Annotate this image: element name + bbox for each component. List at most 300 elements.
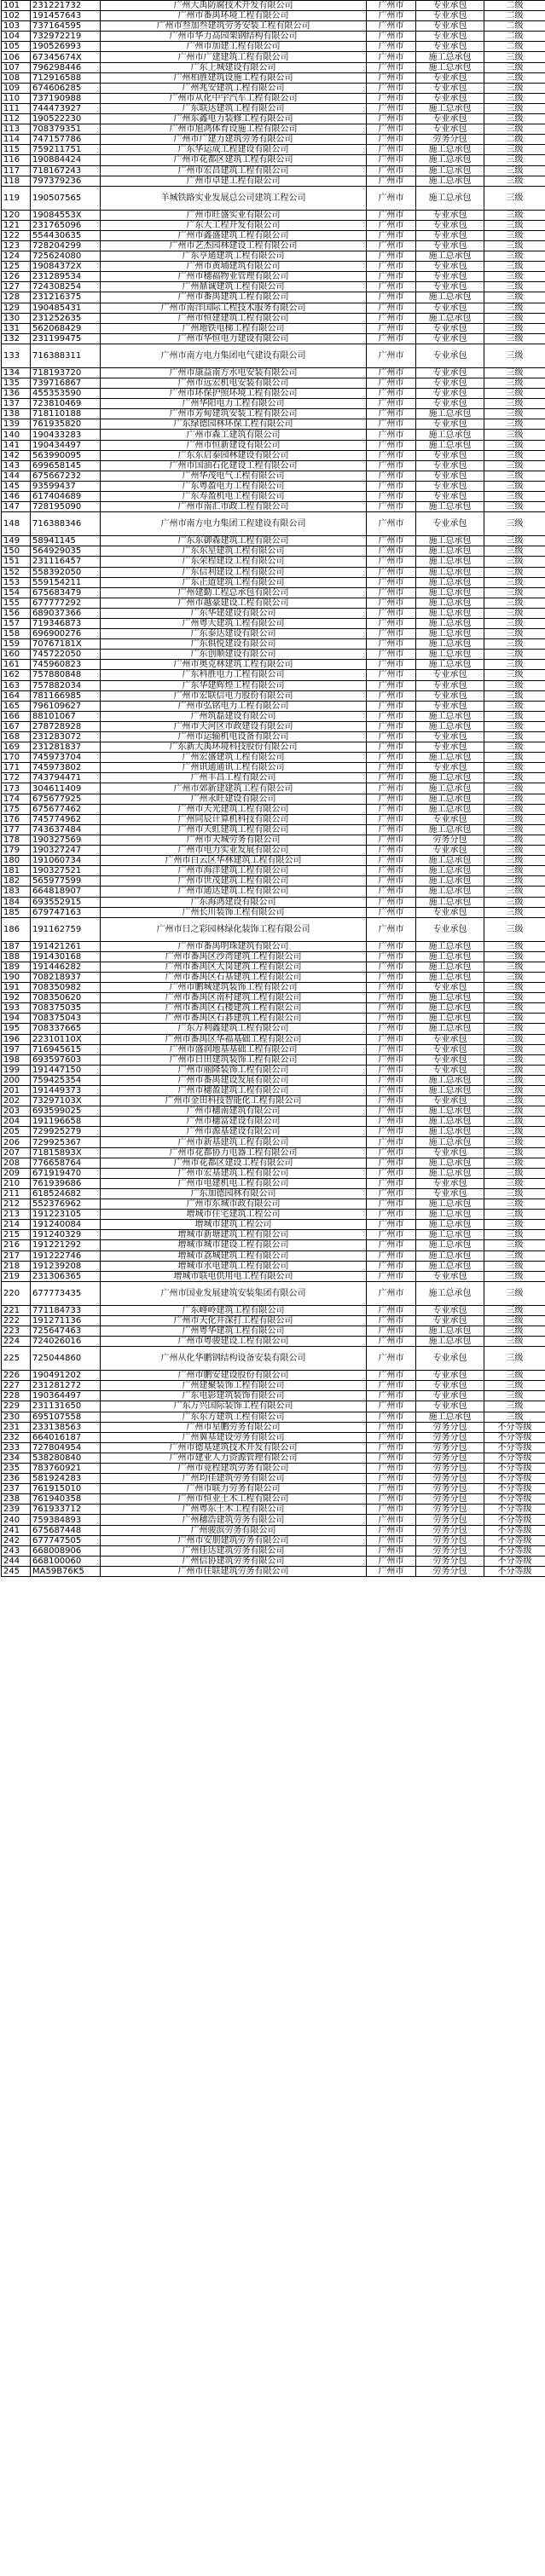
- org-code: 745774962: [31, 814, 101, 824]
- qualification-grade: 二级: [484, 1, 545, 11]
- row-number: 114: [2, 135, 31, 145]
- row-number: 162: [2, 670, 31, 680]
- qualification-type: 专业承包: [416, 220, 484, 230]
- table-row: [2, 846, 545, 856]
- qualification-type: 施工总承包: [416, 1281, 484, 1305]
- qualification-type: 施工总承包: [416, 176, 484, 186]
- company-name: 广州市南洋国际工程技术服务有限公司: [101, 303, 367, 313]
- company-name: 增城市城市建设工程有限公司: [101, 1240, 367, 1250]
- org-code: 729925367: [31, 1137, 101, 1147]
- company-name: 广州筑磊建设有限公司: [101, 711, 367, 721]
- table-row: [2, 983, 545, 993]
- qualification-grade: 三级: [484, 1391, 545, 1401]
- city: 广州市: [367, 680, 416, 690]
- city: 广州市: [367, 753, 416, 763]
- company-name: 广州市粤骏建设工程有限公司: [101, 1337, 367, 1347]
- qualification-grade: 三级: [484, 951, 545, 962]
- qualification-type: 施工总承包: [416, 650, 484, 660]
- qualification-grade: 二级: [484, 135, 545, 145]
- city: 广州市: [367, 1422, 416, 1432]
- qualification-type: 施工总承包: [416, 773, 484, 783]
- city: 广州市: [367, 1464, 416, 1474]
- row-number: 109: [2, 83, 31, 93]
- org-code: 757880848: [31, 670, 101, 680]
- row-number: 161: [2, 660, 31, 670]
- org-code: 708218937: [31, 972, 101, 982]
- org-code: 58941145: [31, 536, 101, 546]
- org-code: 675667232: [31, 471, 101, 481]
- city: 广州市: [367, 1494, 416, 1505]
- row-number: 236: [2, 1474, 31, 1484]
- company-name: 增城市新塘建筑工程有限公司: [101, 1230, 367, 1240]
- row-number: 106: [2, 52, 31, 62]
- qualification-grade: 三级: [484, 450, 545, 460]
- qualification-type: 施工总承包: [416, 629, 484, 639]
- row-number: 102: [2, 11, 31, 21]
- company-name: 广州市番禺区大岗建筑工程有限公司: [101, 962, 367, 972]
- company-name: 广州市番禺环境工程有限公司: [101, 11, 367, 21]
- table-row: [2, 951, 545, 962]
- qualification-type: 施工总承包: [416, 1117, 484, 1127]
- org-code: 745973802: [31, 763, 101, 773]
- company-name: 广州市番禺建筑工程有限公司: [101, 292, 367, 303]
- city: 广州市: [367, 145, 416, 155]
- row-number: 164: [2, 690, 31, 701]
- table-row: [2, 721, 545, 731]
- qualification-type: 施工总承包: [416, 155, 484, 165]
- row-number: 205: [2, 1127, 31, 1137]
- city: 广州市: [367, 52, 416, 62]
- row-number: 194: [2, 1014, 31, 1024]
- table-row: [2, 292, 545, 303]
- qualification-grade: 三级: [484, 1168, 545, 1178]
- org-code: 716388346: [31, 512, 101, 536]
- qualification-grade: 三级: [484, 1137, 545, 1147]
- city: 广州市: [367, 282, 416, 292]
- qualification-grade: 三级: [484, 344, 545, 367]
- qualification-type: 专业承包: [416, 450, 484, 460]
- company-name: 广东俱悦建设有限公司: [101, 639, 367, 650]
- row-number: 211: [2, 1188, 31, 1198]
- table-row: [2, 1432, 545, 1442]
- table-row: [2, 557, 545, 567]
- table-row: [2, 471, 545, 481]
- company-name: 广州市联力劳务有限公司: [101, 1484, 367, 1494]
- company-name: 广州市恒建建筑工程有限公司: [101, 313, 367, 323]
- org-code: 233138563: [31, 1422, 101, 1432]
- row-number: 148: [2, 512, 31, 536]
- qualification-type: 施工总承包: [416, 824, 484, 835]
- city: 广州市: [367, 1137, 416, 1147]
- org-code: 190507565: [31, 186, 101, 210]
- qualification-type: 施工总承包: [416, 1003, 484, 1014]
- qualification-grade: 不分等级: [484, 1422, 545, 1432]
- org-code: 677777292: [31, 598, 101, 608]
- row-number: 113: [2, 124, 31, 135]
- qualification-type: 施工总承包: [416, 897, 484, 907]
- org-code: 19084553X: [31, 210, 101, 220]
- qualification-grade: 三级: [484, 114, 545, 124]
- company-name: 广东上城建设有限公司: [101, 62, 367, 72]
- row-number: 169: [2, 742, 31, 753]
- row-number: 239: [2, 1505, 31, 1515]
- qualification-type: 专业承包: [416, 1391, 484, 1401]
- org-code: 675677462: [31, 804, 101, 814]
- org-code: 783760921: [31, 1464, 101, 1474]
- qualification-grade: 三级: [484, 1230, 545, 1240]
- city: 广州市: [367, 763, 416, 773]
- company-name: 广州市穗盈建筑工程有限公司: [101, 1086, 367, 1096]
- qualification-type: 劳务分包: [416, 1484, 484, 1494]
- table-row: [2, 450, 545, 460]
- table-row: [2, 1326, 545, 1336]
- qualification-grade: 三级: [484, 742, 545, 753]
- city: 广州市: [367, 1240, 416, 1250]
- org-code: 675677925: [31, 794, 101, 804]
- table-row: [2, 1034, 545, 1044]
- org-code: 718193720: [31, 367, 101, 378]
- company-name: 广州穗浩建筑劳务有限公司: [101, 1515, 367, 1525]
- org-code: 190327521: [31, 866, 101, 876]
- qualification-type: 专业承包: [416, 399, 484, 409]
- org-code: 558392050: [31, 567, 101, 577]
- city: 广州市: [367, 292, 416, 303]
- row-number: 208: [2, 1158, 31, 1168]
- city: 广州市: [367, 1199, 416, 1210]
- qualification-grade: 三级: [484, 1250, 545, 1261]
- city: 广州市: [367, 303, 416, 313]
- company-name: 广州市旭鸿体育设施工程有限公司: [101, 124, 367, 135]
- company-name: 广州市森工建筑有限公司: [101, 430, 367, 440]
- row-number: 215: [2, 1230, 31, 1240]
- city: 广州市: [367, 450, 416, 460]
- table-row: [2, 210, 545, 220]
- qualification-type: 施工总承包: [416, 856, 484, 866]
- city: 广州市: [367, 721, 416, 731]
- qualification-type: 施工总承包: [416, 962, 484, 972]
- org-code: 538280840: [31, 1453, 101, 1463]
- company-name: 广州市奥克林建筑工程有限公司: [101, 660, 367, 670]
- qualification-grade: 三级: [484, 876, 545, 887]
- row-number: 105: [2, 42, 31, 52]
- qualification-grade: 三级: [484, 962, 545, 972]
- company-name: 广州市宏联信电力股份有限公司: [101, 690, 367, 701]
- table-row: [2, 577, 545, 587]
- org-code: 190884424: [31, 155, 101, 165]
- row-number: 227: [2, 1381, 31, 1391]
- table-row: [2, 186, 545, 210]
- table-row: [2, 629, 545, 639]
- qualification-type: 专业承包: [416, 282, 484, 292]
- company-name: 广州市天光建筑工程有限公司: [101, 804, 367, 814]
- table-row: [2, 272, 545, 282]
- org-code: 93599437: [31, 481, 101, 491]
- qualification-type: 专业承包: [416, 1188, 484, 1198]
- company-name: 广州市天虹建筑工程有限公司: [101, 824, 367, 835]
- company-name: 广州市穗富建设有限公司: [101, 1117, 367, 1127]
- row-number: 160: [2, 650, 31, 660]
- org-code: 19084372X: [31, 262, 101, 272]
- org-code: 675683479: [31, 587, 101, 598]
- company-name: 广东华建辉煌工程有限公司: [101, 680, 367, 690]
- company-name: 广东万兴国际装饰工程有限公司: [101, 1401, 367, 1412]
- qualification-type: 施工总承包: [416, 292, 484, 303]
- company-name: 广州粤东土木工程有限公司: [101, 1505, 367, 1515]
- table-row: [2, 1453, 545, 1463]
- city: 广州市: [367, 1271, 416, 1281]
- org-code: 191162759: [31, 917, 101, 941]
- qualification-grade: 三级: [484, 165, 545, 176]
- company-name: 广东寿盈机电工程有限公司: [101, 492, 367, 502]
- table-row: [2, 660, 545, 670]
- qualification-grade: 三级: [484, 186, 545, 210]
- row-number: 140: [2, 430, 31, 440]
- qualification-table: [1, 0, 545, 1577]
- city: 广州市: [367, 21, 416, 32]
- qualification-grade: 三级: [484, 670, 545, 680]
- table-row: [2, 1014, 545, 1024]
- qualification-type: 专业承包: [416, 262, 484, 272]
- qualification-grade: 三级: [484, 783, 545, 794]
- company-name: 广州市从化中宇汽车工程有限公司: [101, 93, 367, 103]
- city: 广州市: [367, 742, 416, 753]
- table-row: [2, 814, 545, 824]
- row-number: 206: [2, 1137, 31, 1147]
- qualification-type: 专业承包: [416, 323, 484, 333]
- qualification-type: 施工总承包: [416, 711, 484, 721]
- qualification-grade: 三级: [484, 1210, 545, 1220]
- table-row: [2, 1271, 545, 1281]
- table-row: [2, 440, 545, 450]
- city: 广州市: [367, 1556, 416, 1566]
- company-name: 广州市环保护照环境工程有限公司: [101, 389, 367, 399]
- table-row: [2, 502, 545, 512]
- qualification-grade: 三级: [484, 983, 545, 993]
- city: 广州市: [367, 155, 416, 165]
- qualification-type: 专业承包: [416, 114, 484, 124]
- row-number: 172: [2, 773, 31, 783]
- company-name: 广州市东城市政有限公司: [101, 1199, 367, 1210]
- row-number: 156: [2, 608, 31, 618]
- table-row: [2, 1261, 545, 1271]
- org-code: 728204299: [31, 240, 101, 251]
- org-code: 190522230: [31, 114, 101, 124]
- row-number: 178: [2, 835, 31, 845]
- qualification-type: 专业承包: [416, 21, 484, 32]
- table-row: [2, 639, 545, 650]
- qualification-grade: 三级: [484, 577, 545, 587]
- city: 广州市: [367, 42, 416, 52]
- city: 广州市: [367, 1230, 416, 1240]
- company-name: 广州讯通通讯工程有限公司: [101, 763, 367, 773]
- row-number: 191: [2, 983, 31, 993]
- table-row: [2, 1474, 545, 1484]
- city: 广州市: [367, 1515, 416, 1525]
- city: 广州市: [367, 1412, 416, 1422]
- company-name: 增城市建筑工程公司: [101, 1220, 367, 1230]
- table-row: [2, 794, 545, 804]
- qualification-type: 施工总承包: [416, 1261, 484, 1271]
- org-code: 732972219: [31, 32, 101, 42]
- qualification-grade: 三级: [484, 824, 545, 835]
- qualification-grade: 三级: [484, 272, 545, 282]
- city: 广州市: [367, 1315, 416, 1326]
- qualification-type: 施工总承包: [416, 1230, 484, 1240]
- company-name: 广州市黄埔建筑有限公司: [101, 262, 367, 272]
- org-code: 723810469: [31, 399, 101, 409]
- qualification-grade: 三级: [484, 732, 545, 742]
- table-row: [2, 876, 545, 887]
- company-name: 广州建聚装饰工程有限公司: [101, 1381, 367, 1391]
- qualification-grade: 不分等级: [484, 1474, 545, 1484]
- company-name: 广州华阳电力工程有限公司: [101, 399, 367, 409]
- row-number: 159: [2, 639, 31, 650]
- city: 广州市: [367, 1432, 416, 1442]
- company-name: 广州市叁加叁建筑劳务安装工程有限公司: [101, 21, 367, 32]
- qualification-type: 施工总承包: [416, 1220, 484, 1230]
- city: 广州市: [367, 481, 416, 491]
- row-number: 122: [2, 230, 31, 240]
- table-row: [2, 103, 545, 113]
- qualification-type: 劳务分包: [416, 1453, 484, 1463]
- qualification-grade: 不分等级: [484, 1505, 545, 1515]
- org-code: 565977599: [31, 876, 101, 887]
- qualification-grade: 二级: [484, 835, 545, 845]
- qualification-type: 施工总承包: [416, 1412, 484, 1422]
- table-row: [2, 650, 545, 660]
- qualification-grade: 三级: [484, 1014, 545, 1024]
- city: 广州市: [367, 1044, 416, 1054]
- qualification-type: 施工总承包: [416, 1326, 484, 1336]
- qualification-grade: 三级: [484, 794, 545, 804]
- city: 广州市: [367, 502, 416, 512]
- qualification-type: 施工总承包: [416, 1210, 484, 1220]
- row-number: 143: [2, 460, 31, 471]
- qualification-grade: 不分等级: [484, 1442, 545, 1453]
- table-row: [2, 1566, 545, 1576]
- qualification-grade: 不分等级: [484, 1453, 545, 1463]
- qualification-type: 专业承包: [416, 303, 484, 313]
- table-row: [2, 460, 545, 471]
- qualification-grade: 三级: [484, 72, 545, 83]
- company-name: 广东电影建筑装饰有限公司: [101, 1391, 367, 1401]
- row-number: 188: [2, 951, 31, 962]
- org-code: 716388311: [31, 344, 101, 367]
- row-number: 197: [2, 1044, 31, 1054]
- qualification-grade: 三级: [484, 753, 545, 763]
- qualification-grade: 三级: [484, 897, 545, 907]
- city: 广州市: [367, 993, 416, 1003]
- table-row: [2, 389, 545, 399]
- table-row: [2, 344, 545, 367]
- row-number: 149: [2, 536, 31, 546]
- qualification-grade: 三级: [484, 690, 545, 701]
- table-row: [2, 378, 545, 389]
- qualification-grade: 不分等级: [484, 1494, 545, 1505]
- city: 广州市: [367, 1127, 416, 1137]
- org-code: 191457643: [31, 11, 101, 21]
- org-code: 712916588: [31, 72, 101, 83]
- company-name: 广州市通达建筑工程有限公司: [101, 887, 367, 897]
- qualification-type: 劳务分包: [416, 1566, 484, 1576]
- company-name: 广东万利鑫建筑工程有限公司: [101, 1024, 367, 1034]
- qualification-type: 专业承包: [416, 1054, 484, 1065]
- company-name: 广州市花都协力电器工程有限公司: [101, 1147, 367, 1158]
- row-number: 175: [2, 804, 31, 814]
- row-number: 230: [2, 1412, 31, 1422]
- qualification-grade: 三级: [484, 292, 545, 303]
- qualification-grade: 三级: [484, 618, 545, 628]
- row-number: 165: [2, 701, 31, 711]
- org-code: 719346873: [31, 618, 101, 628]
- qualification-grade: 三级: [484, 887, 545, 897]
- org-code: 190327247: [31, 846, 101, 856]
- table-row: [2, 1371, 545, 1381]
- qualification-grade: 三级: [484, 814, 545, 824]
- org-code: 191447150: [31, 1065, 101, 1075]
- row-number: 233: [2, 1442, 31, 1453]
- row-number: 119: [2, 186, 31, 210]
- company-name: 广州市艺杰园林建设工程有限公司: [101, 240, 367, 251]
- table-row: [2, 1065, 545, 1075]
- city: 广州市: [367, 220, 416, 230]
- org-code: 67345674X: [31, 52, 101, 62]
- company-name: 广州市鹏城建筑装饰工程有限公司: [101, 983, 367, 993]
- row-number: 237: [2, 1484, 31, 1494]
- org-code: 776658764: [31, 1158, 101, 1168]
- city: 广州市: [367, 1337, 416, 1347]
- table-row: [2, 367, 545, 378]
- row-number: 152: [2, 567, 31, 577]
- row-number: 187: [2, 941, 31, 951]
- city: 广州市: [367, 62, 416, 72]
- org-code: 231252635: [31, 313, 101, 323]
- row-number: 132: [2, 333, 31, 344]
- qualification-type: 施工总承包: [416, 618, 484, 628]
- company-name: 广州市南方电力集团工程建设有限公司: [101, 512, 367, 536]
- company-name: 广州市番禺区石楼建筑工程有限公司: [101, 1003, 367, 1014]
- qualification-grade: 三级: [484, 1401, 545, 1412]
- org-code: 743794471: [31, 773, 101, 783]
- org-code: 744473927: [31, 103, 101, 113]
- row-number: 223: [2, 1326, 31, 1336]
- qualification-grade: 三级: [484, 1024, 545, 1034]
- table-row: [2, 32, 545, 42]
- row-number: 120: [2, 210, 31, 220]
- qualification-grade: 三级: [484, 492, 545, 502]
- org-code: 708337665: [31, 1024, 101, 1034]
- city: 广州市: [367, 887, 416, 897]
- qualification-grade: 三级: [484, 721, 545, 731]
- row-number: 163: [2, 680, 31, 690]
- qualification-grade: 三级: [484, 608, 545, 618]
- qualification-type: 施工总承包: [416, 251, 484, 262]
- org-code: 231131650: [31, 1401, 101, 1412]
- qualification-grade: 不分等级: [484, 1515, 545, 1525]
- org-code: 725624080: [31, 251, 101, 262]
- org-code: 231281272: [31, 1381, 101, 1391]
- table-body: [2, 1, 545, 1577]
- row-number: 166: [2, 711, 31, 721]
- row-number: 155: [2, 598, 31, 608]
- table-row: [2, 1024, 545, 1034]
- qualification-grade: 二级: [484, 32, 545, 42]
- row-number: 150: [2, 546, 31, 557]
- org-code: 231765096: [31, 220, 101, 230]
- city: 广州市: [367, 430, 416, 440]
- qualification-grade: 三级: [484, 1054, 545, 1065]
- company-name: 广东东御森建筑工程有限公司: [101, 536, 367, 546]
